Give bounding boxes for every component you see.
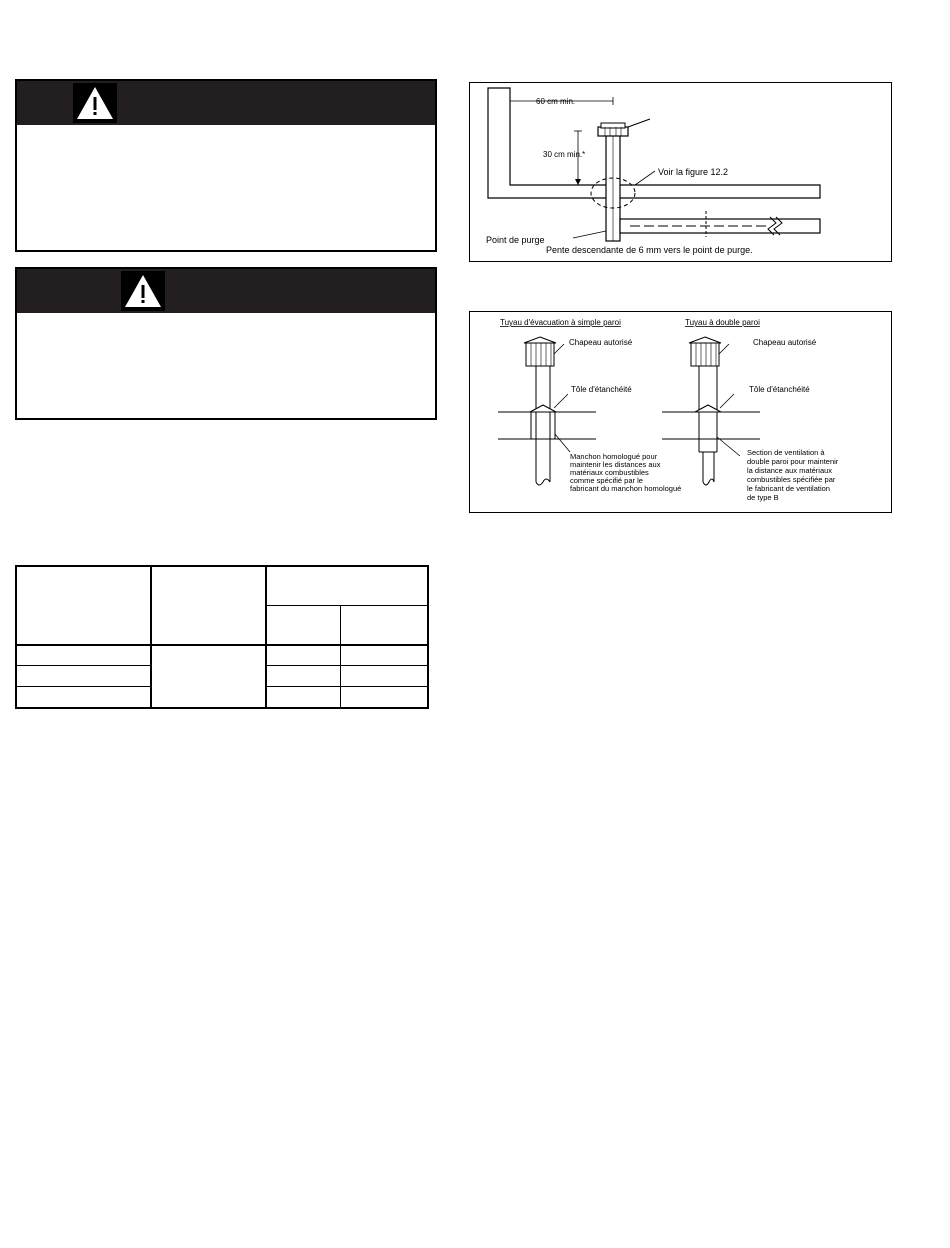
table-row-divider: [17, 665, 150, 666]
vent-clearance-figure: [469, 82, 892, 262]
single-cap-label: Chapeau autorisé: [569, 338, 633, 347]
drain-point-label: Point de purge: [486, 235, 545, 245]
warning-header-bar: [17, 269, 435, 313]
double-section-line: le fabricant de ventilation: [747, 484, 830, 493]
warning-box: [15, 267, 437, 420]
table-header-rule: [17, 644, 427, 646]
see-figure-label: Voir la figure 12.2: [658, 167, 729, 177]
table-col-divider: [340, 605, 341, 707]
single-thimble-line: maintenir les distances aux: [570, 460, 661, 469]
table-row-divider: [265, 665, 427, 666]
table-row-divider: [265, 686, 427, 687]
single-thimble-line: matériaux combustibles: [570, 468, 649, 477]
double-section-line: Section de ventilation à: [747, 448, 825, 457]
single-thimble-line: fabricant du manchon homologué: [570, 484, 682, 493]
warning-triangle-icon: [73, 83, 117, 123]
double-section-line: de type B: [747, 493, 779, 502]
table-row-divider: [17, 686, 150, 687]
warning-box: [15, 79, 437, 252]
table-col-divider: [150, 567, 152, 707]
single-flashing-label: Tôle d'étanchéité: [571, 385, 632, 394]
double-cap-label: Chapeau autorisé: [753, 338, 817, 347]
single-wall-title: Tuyau d'évacuation à simple paroi: [500, 318, 621, 327]
vent-pipe-types-figure: [469, 311, 892, 513]
single-thimble-line: Manchon homologué pour: [570, 452, 658, 461]
single-thimble-label: [570, 452, 681, 493]
vent-table: [15, 565, 429, 709]
dim-vertical-label: 30 cm min.*: [543, 150, 586, 159]
double-section-label: [747, 448, 839, 502]
slope-note: Pente descendante de 6 mm vers le point de purge.: [546, 245, 753, 255]
double-section-line: la distance aux matériaux: [747, 466, 833, 475]
warning-header-bar: [17, 81, 435, 125]
warning-triangle-icon: [121, 271, 165, 311]
double-section-line: double paroi pour maintenir: [747, 457, 839, 466]
double-wall-title: Tuyau à double paroi: [685, 318, 760, 327]
double-section-line: combustibles spécifiée par: [747, 475, 836, 484]
table-row-divider: [265, 605, 427, 606]
double-flashing-label: Tôle d'étanchéité: [749, 385, 810, 394]
dim-horizontal-label: 60 cm min.: [536, 97, 576, 106]
single-thimble-line: comme spécifié par le: [570, 476, 643, 485]
